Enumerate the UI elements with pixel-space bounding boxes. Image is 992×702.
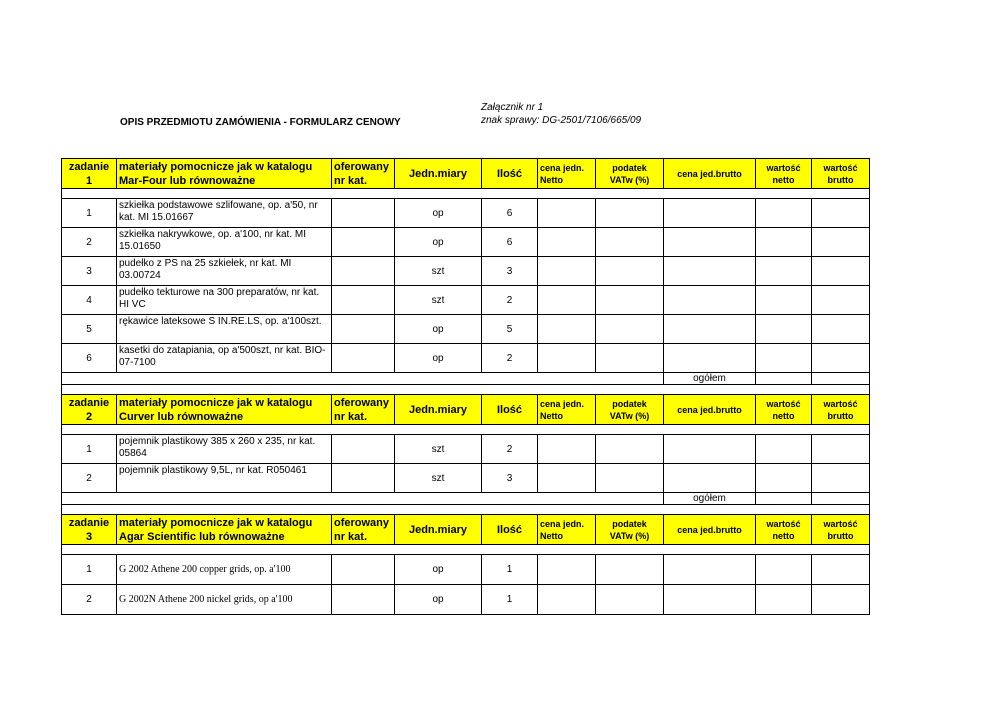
quantity-cell: 6 bbox=[482, 199, 538, 228]
gross-unit-price-cell[interactable] bbox=[664, 435, 756, 464]
gross-value-cell[interactable] bbox=[812, 257, 870, 286]
unit-cell: op bbox=[395, 199, 482, 228]
section-header-row bbox=[62, 395, 870, 425]
gross-unit-price-cell[interactable] bbox=[664, 257, 756, 286]
item-row bbox=[62, 257, 870, 286]
vat-cell[interactable] bbox=[596, 585, 664, 615]
item-row bbox=[62, 286, 870, 315]
section-header-row bbox=[62, 159, 870, 189]
item-name: rękawice lateksowe S IN.RE.LS, op. a'100szt. bbox=[117, 315, 332, 344]
offered-catalog-header bbox=[332, 395, 395, 425]
quantity-cell: 1 bbox=[482, 585, 538, 615]
spacer-row bbox=[62, 189, 870, 199]
task-description-line2: Mar-Four lub równoważne bbox=[119, 174, 256, 187]
task-number: 3 bbox=[85, 530, 93, 543]
quantity-cell: 2 bbox=[482, 344, 538, 373]
task-label: zadanie bbox=[68, 516, 110, 529]
total-label: ogółem bbox=[664, 493, 756, 505]
catalog-number-cell[interactable] bbox=[332, 199, 395, 228]
unit-header: Jedn.miary bbox=[395, 159, 482, 189]
item-number: 2 bbox=[62, 585, 117, 615]
task-number-header bbox=[62, 515, 117, 545]
gross-value-cell[interactable] bbox=[812, 585, 870, 615]
unit-price-label: cena jedn. bbox=[540, 518, 585, 529]
task-label: zadanie bbox=[68, 396, 110, 409]
spacer-cell bbox=[62, 425, 870, 435]
task-description-header bbox=[117, 515, 332, 545]
spacer-cell bbox=[62, 385, 870, 395]
unit-cell: szt bbox=[395, 464, 482, 493]
item-row bbox=[62, 315, 870, 344]
gross-unit-price-header: cena jed.brutto bbox=[664, 159, 756, 189]
total-blank bbox=[62, 373, 664, 385]
net-value-cell[interactable] bbox=[756, 435, 812, 464]
item-name: szkiełka nakrywkowe, op. a'100, nr kat. MI 15.01650 bbox=[117, 228, 332, 257]
total-row bbox=[62, 373, 870, 385]
gross-unit-price-header: cena jed.brutto bbox=[664, 395, 756, 425]
net-value-label: wartość bbox=[766, 162, 801, 173]
net-value-cell[interactable] bbox=[756, 464, 812, 493]
gross-unit-price-cell[interactable] bbox=[664, 199, 756, 228]
unit-cell: op bbox=[395, 585, 482, 615]
task-description-line2: Curver lub równoważne bbox=[119, 410, 244, 423]
item-number: 2 bbox=[62, 228, 117, 257]
vat-cell[interactable] bbox=[596, 228, 664, 257]
task-description-line2: Agar Scientific lub równoważne bbox=[119, 530, 285, 543]
gross-value-sublabel: brutto bbox=[827, 530, 854, 541]
unit-cell: op bbox=[395, 315, 482, 344]
gross-value-header bbox=[812, 159, 870, 189]
catalog-number-cell[interactable] bbox=[332, 464, 395, 493]
gross-unit-price-cell[interactable] bbox=[664, 344, 756, 373]
unit-cell: szt bbox=[395, 286, 482, 315]
item-number: 6 bbox=[62, 344, 117, 373]
catalog-number-label: nr kat. bbox=[334, 410, 368, 423]
item-number: 1 bbox=[62, 199, 117, 228]
item-number: 1 bbox=[62, 435, 117, 464]
catalog-number-label: nr kat. bbox=[334, 530, 368, 543]
quantity-header: Ilość bbox=[482, 395, 538, 425]
gross-value-sublabel: brutto bbox=[827, 174, 854, 185]
section-header-row bbox=[62, 515, 870, 545]
quantity-cell: 1 bbox=[482, 555, 538, 585]
vat-label: podatek bbox=[612, 518, 647, 529]
net-value-cell[interactable] bbox=[756, 257, 812, 286]
item-name: pudełko tekturowe na 300 preparatów, nr kat. HI VC bbox=[117, 286, 332, 315]
gross-unit-price-cell[interactable] bbox=[664, 555, 756, 585]
total-gross-value-cell[interactable] bbox=[812, 373, 870, 385]
gross-value-cell[interactable] bbox=[812, 344, 870, 373]
total-gross-value-cell[interactable] bbox=[812, 493, 870, 505]
unit-price-net-cell[interactable] bbox=[538, 464, 596, 493]
unit-price-net-header bbox=[538, 395, 596, 425]
item-name: pojemnik plastikowy 385 x 260 x 235, nr kat. 05864 bbox=[117, 435, 332, 464]
vat-cell[interactable] bbox=[596, 435, 664, 464]
net-value-header bbox=[756, 515, 812, 545]
gross-value-cell[interactable] bbox=[812, 286, 870, 315]
spacer-cell bbox=[62, 545, 870, 555]
total-blank bbox=[62, 493, 664, 505]
net-value-header bbox=[756, 159, 812, 189]
net-value-label: wartość bbox=[766, 398, 801, 409]
total-row bbox=[62, 493, 870, 505]
unit-price-net-cell[interactable] bbox=[538, 199, 596, 228]
gross-unit-price-cell[interactable] bbox=[664, 228, 756, 257]
spacer-row bbox=[62, 545, 870, 555]
offered-label: oferowany bbox=[334, 516, 390, 529]
unit-header: Jedn.miary bbox=[395, 395, 482, 425]
gross-value-header bbox=[812, 515, 870, 545]
spacer-cell bbox=[62, 505, 870, 515]
net-label: Netto bbox=[540, 530, 563, 541]
catalog-number-cell[interactable] bbox=[332, 585, 395, 615]
unit-price-net-cell[interactable] bbox=[538, 344, 596, 373]
gross-value-label: wartość bbox=[823, 518, 858, 529]
task-description-line1: materiały pomocnicze jak w katalogu bbox=[119, 160, 313, 173]
unit-cell: op bbox=[395, 344, 482, 373]
spacer-row bbox=[62, 505, 870, 515]
item-row bbox=[62, 199, 870, 228]
vat-header bbox=[596, 515, 664, 545]
item-row bbox=[62, 555, 870, 585]
net-value-cell[interactable] bbox=[756, 555, 812, 585]
unit-price-label: cena jedn. bbox=[540, 398, 585, 409]
catalog-number-cell[interactable] bbox=[332, 228, 395, 257]
item-number: 4 bbox=[62, 286, 117, 315]
gross-value-cell[interactable] bbox=[812, 435, 870, 464]
quantity-header: Ilość bbox=[482, 515, 538, 545]
unit-price-net-cell[interactable] bbox=[538, 257, 596, 286]
net-value-cell[interactable] bbox=[756, 286, 812, 315]
task-description-line1: materiały pomocnicze jak w katalogu bbox=[119, 396, 313, 409]
vat-label: podatek bbox=[612, 162, 647, 173]
form-title: OPIS PRZEDMIOTU ZAMÓWIENIA - FORMULARZ CENOWY bbox=[120, 117, 401, 128]
item-name: G 2002N Athene 200 nickel grids, op a'100 bbox=[117, 585, 332, 615]
net-value-sublabel: netto bbox=[772, 410, 795, 421]
case-reference: znak sprawy: DG-2501/7106/665/09 bbox=[481, 115, 642, 126]
spacer-row bbox=[62, 425, 870, 435]
vat-header bbox=[596, 159, 664, 189]
unit-price-net-cell[interactable] bbox=[538, 315, 596, 344]
vat-header bbox=[596, 395, 664, 425]
gross-value-cell[interactable] bbox=[812, 228, 870, 257]
net-value-header bbox=[756, 395, 812, 425]
quantity-cell: 6 bbox=[482, 228, 538, 257]
item-number: 2 bbox=[62, 464, 117, 493]
item-number: 5 bbox=[62, 315, 117, 344]
net-value-cell[interactable] bbox=[756, 228, 812, 257]
gross-value-cell[interactable] bbox=[812, 199, 870, 228]
item-name: G 2002 Athene 200 copper grids, op. a'100 bbox=[117, 555, 332, 585]
vat-rate-label: VATw (%) bbox=[609, 410, 650, 421]
item-row bbox=[62, 344, 870, 373]
item-row bbox=[62, 435, 870, 464]
gross-unit-price-cell[interactable] bbox=[664, 585, 756, 615]
unit-cell: szt bbox=[395, 257, 482, 286]
vat-cell[interactable] bbox=[596, 344, 664, 373]
vat-cell[interactable] bbox=[596, 199, 664, 228]
vat-cell[interactable] bbox=[596, 315, 664, 344]
task-description-header bbox=[117, 159, 332, 189]
unit-price-net-cell[interactable] bbox=[538, 555, 596, 585]
quantity-cell: 5 bbox=[482, 315, 538, 344]
vat-rate-label: VATw (%) bbox=[609, 530, 650, 541]
unit-price-net-cell[interactable] bbox=[538, 435, 596, 464]
gross-value-sublabel: brutto bbox=[827, 410, 854, 421]
gross-value-cell[interactable] bbox=[812, 464, 870, 493]
net-value-label: wartość bbox=[766, 518, 801, 529]
task-number: 2 bbox=[85, 410, 93, 423]
task-description-header bbox=[117, 395, 332, 425]
item-row bbox=[62, 585, 870, 615]
net-label: Netto bbox=[540, 410, 563, 421]
quantity-cell: 2 bbox=[482, 435, 538, 464]
catalog-number-cell[interactable] bbox=[332, 315, 395, 344]
net-value-sublabel: netto bbox=[772, 174, 795, 185]
gross-value-cell[interactable] bbox=[812, 555, 870, 585]
gross-value-label: wartość bbox=[823, 398, 858, 409]
net-value-cell[interactable] bbox=[756, 199, 812, 228]
unit-header: Jedn.miary bbox=[395, 515, 482, 545]
vat-label: podatek bbox=[612, 398, 647, 409]
catalog-number-label: nr kat. bbox=[334, 174, 368, 187]
quantity-cell: 2 bbox=[482, 286, 538, 315]
vat-cell[interactable] bbox=[596, 286, 664, 315]
quantity-header: Ilość bbox=[482, 159, 538, 189]
offered-catalog-header bbox=[332, 159, 395, 189]
gross-value-header bbox=[812, 395, 870, 425]
quantity-cell: 3 bbox=[482, 257, 538, 286]
net-value-cell[interactable] bbox=[756, 585, 812, 615]
catalog-number-cell[interactable] bbox=[332, 344, 395, 373]
catalog-number-cell[interactable] bbox=[332, 286, 395, 315]
vat-cell[interactable] bbox=[596, 464, 664, 493]
gross-value-cell[interactable] bbox=[812, 315, 870, 344]
unit-cell: op bbox=[395, 555, 482, 585]
net-value-sublabel: netto bbox=[772, 530, 795, 541]
catalog-number-cell[interactable] bbox=[332, 257, 395, 286]
unit-price-net-header bbox=[538, 515, 596, 545]
total-net-value-cell[interactable] bbox=[756, 373, 812, 385]
quantity-cell: 3 bbox=[482, 464, 538, 493]
item-row bbox=[62, 464, 870, 493]
catalog-number-cell[interactable] bbox=[332, 435, 395, 464]
unit-price-label: cena jedn. bbox=[540, 162, 585, 173]
vat-cell[interactable] bbox=[596, 257, 664, 286]
item-number: 1 bbox=[62, 555, 117, 585]
unit-price-net-cell[interactable] bbox=[538, 286, 596, 315]
item-row bbox=[62, 228, 870, 257]
task-number: 1 bbox=[85, 174, 93, 187]
annex-label: Załącznik nr 1 bbox=[481, 102, 544, 113]
unit-cell: op bbox=[395, 228, 482, 257]
price-form-table bbox=[61, 158, 870, 615]
item-name: szkiełka podstawowe szlifowane, op. a'50, nr kat. MI 15.01667 bbox=[117, 199, 332, 228]
gross-unit-price-cell[interactable] bbox=[664, 286, 756, 315]
gross-unit-price-cell[interactable] bbox=[664, 464, 756, 493]
offered-label: oferowany bbox=[334, 396, 390, 409]
unit-price-net-header bbox=[538, 159, 596, 189]
item-number: 3 bbox=[62, 257, 117, 286]
spacer-cell bbox=[62, 189, 870, 199]
task-number-header bbox=[62, 395, 117, 425]
gross-unit-price-cell[interactable] bbox=[664, 315, 756, 344]
task-description-line1: materiały pomocnicze jak w katalogu bbox=[119, 516, 313, 529]
offered-catalog-header bbox=[332, 515, 395, 545]
spacer-row bbox=[62, 385, 870, 395]
net-value-cell[interactable] bbox=[756, 344, 812, 373]
task-label: zadanie bbox=[68, 160, 110, 173]
gross-unit-price-header: cena jed.brutto bbox=[664, 515, 756, 545]
annex-block bbox=[481, 101, 641, 127]
catalog-number-cell[interactable] bbox=[332, 555, 395, 585]
item-name: pudełko z PS na 25 szkiełek, nr kat. MI 03.00724 bbox=[117, 257, 332, 286]
item-name: kasetki do zatapiania, op a'500szt, nr kat. BIO-07-7100 bbox=[117, 344, 332, 373]
offered-label: oferowany bbox=[334, 160, 390, 173]
task-number-header bbox=[62, 159, 117, 189]
vat-rate-label: VATw (%) bbox=[609, 174, 650, 185]
unit-price-net-cell[interactable] bbox=[538, 228, 596, 257]
unit-cell: szt bbox=[395, 435, 482, 464]
gross-value-label: wartość bbox=[823, 162, 858, 173]
total-label: ogółem bbox=[664, 373, 756, 385]
total-net-value-cell[interactable] bbox=[756, 493, 812, 505]
unit-price-net-cell[interactable] bbox=[538, 585, 596, 615]
vat-cell[interactable] bbox=[596, 555, 664, 585]
item-name: pojemnik plastikowy 9,5L, nr kat. R050461 bbox=[117, 464, 332, 493]
net-value-cell[interactable] bbox=[756, 315, 812, 344]
net-label: Netto bbox=[540, 174, 563, 185]
